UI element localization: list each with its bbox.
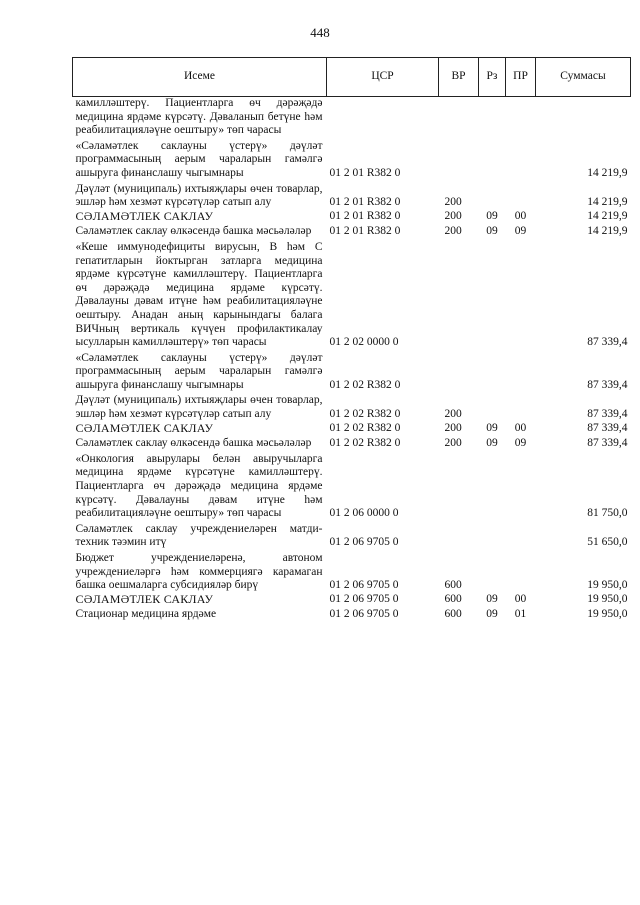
row-pr: 00 — [514, 592, 527, 605]
row-rz — [479, 521, 506, 550]
row-vr — [439, 451, 479, 521]
row-csr: 01 2 02 R382 0 — [329, 421, 401, 434]
row-csr: 01 2 06 0000 0 — [329, 507, 399, 520]
row-csr: 01 2 06 9705 0 — [329, 536, 399, 549]
table-row — [73, 593, 631, 607]
row-name: Сәламәтлек саклау өлкәсендә башка мәсьәләләр — [75, 437, 312, 450]
row-pr: 09 — [514, 225, 527, 238]
row-sum: 14 219,9 — [587, 209, 628, 222]
row-csr: 01 2 06 9705 0 — [329, 579, 399, 592]
row-name: «Сәламәтлек саклауны үстерү» дәүләт программасының аерым чараларын гамәлгә ашыруга финанслашу чыгымнары — [75, 351, 323, 391]
row-pr: 01 — [514, 608, 527, 621]
row-name: Дәүләт (муниципаль) ихтыяҗлары өчен товарлар, эшләр һәм хезмәт күрсәтүләр сатып алу — [75, 182, 323, 209]
row-rz — [479, 239, 506, 350]
row-vr — [439, 521, 479, 550]
header-csr: ЦСР — [327, 58, 439, 97]
table-row — [73, 392, 631, 421]
row-pr — [506, 97, 536, 138]
row-name: «Сәламәтлек саклауны үстерү» дәүләт программасының аерым чараларын гамәлгә ашыруга финанслашу чыгымнары — [75, 139, 323, 179]
row-csr — [327, 97, 439, 138]
row-csr: 01 2 01 R382 0 — [329, 166, 401, 179]
row-name: СӘЛАМӘТЛЕК САКЛАУ — [75, 591, 214, 606]
row-pr — [506, 138, 536, 181]
row-vr: 200 — [444, 196, 462, 209]
row-pr — [506, 181, 536, 210]
row-csr: 01 2 02 R382 0 — [329, 437, 401, 450]
table-row — [73, 239, 631, 350]
row-pr — [506, 392, 536, 421]
row-sum: 51 650,0 — [587, 536, 628, 549]
row-vr: 200 — [444, 209, 462, 222]
row-sum: 19 950,0 — [587, 608, 628, 621]
table-row — [73, 138, 631, 181]
page-number: 448 — [310, 25, 330, 40]
row-sum — [536, 97, 631, 138]
table-header-row — [73, 58, 631, 97]
row-sum: 87 339,4 — [587, 421, 628, 434]
row-pr — [506, 239, 536, 350]
table-row — [73, 606, 631, 622]
row-pr — [506, 451, 536, 521]
table-row — [73, 350, 631, 393]
table-row — [73, 181, 631, 210]
row-rz: 09 — [486, 437, 498, 450]
row-rz — [479, 392, 506, 421]
table-row — [73, 550, 631, 593]
row-sum: 19 950,0 — [587, 579, 628, 592]
header-pr: ПР — [506, 58, 536, 97]
row-vr: 200 — [444, 421, 462, 434]
row-sum: 87 339,4 — [587, 378, 628, 391]
header-vr: ВР — [439, 58, 479, 97]
row-rz: 09 — [486, 592, 498, 605]
row-vr: 600 — [444, 592, 462, 605]
row-vr — [439, 239, 479, 350]
row-vr: 200 — [444, 225, 462, 238]
table-row — [73, 97, 631, 138]
row-name: СӘЛАМӘТЛЕК САКЛАУ — [75, 208, 214, 223]
budget-table — [72, 57, 631, 622]
row-rz — [479, 451, 506, 521]
row-csr: 01 2 02 0000 0 — [329, 336, 399, 349]
row-sum: 81 750,0 — [587, 507, 628, 520]
row-vr — [439, 138, 479, 181]
row-csr: 01 2 01 R382 0 — [329, 209, 401, 222]
row-vr: 200 — [444, 437, 462, 450]
row-rz — [479, 350, 506, 393]
row-rz: 09 — [486, 209, 498, 222]
row-rz: 09 — [486, 225, 498, 238]
table-row — [73, 521, 631, 550]
table-row — [73, 422, 631, 436]
row-rz — [479, 550, 506, 593]
header-sum: Суммасы — [536, 58, 631, 97]
row-vr — [439, 97, 479, 138]
row-name: Стационар медицина ярдәме — [75, 608, 217, 621]
row-csr: 01 2 01 R382 0 — [329, 196, 401, 209]
table-row — [73, 223, 631, 239]
row-rz — [479, 181, 506, 210]
row-csr: 01 2 01 R382 0 — [329, 225, 401, 238]
row-csr: 01 2 02 R382 0 — [329, 408, 401, 421]
row-csr: 01 2 06 9705 0 — [329, 608, 399, 621]
row-name: «Кеше иммунодефициты вирусын, B һәм C гепатитларын йоктырган затларга медицина ярдәме күрсәтүне камилләштерү. Пациентларга өч дәрәҗәдә медицина ярдәме күрсәтү. Дәвалауны дәвам итүне һәм реабилитацияләүне оештыру. Анадан аның карынындагы балага ВИЧның вертикаль күчүен профилактикалау ысулларын камилләштерү» төп чарасы — [75, 240, 323, 349]
row-pr — [506, 350, 536, 393]
row-name: Дәүләт (муниципаль) ихтыяҗлары өчен товарлар, эшләр һәм хезмәт күрсәтүләр сатып алу — [75, 394, 323, 421]
header-name: Исеме — [73, 58, 327, 97]
row-csr: 01 2 02 R382 0 — [329, 378, 401, 391]
row-pr: 00 — [514, 209, 527, 222]
row-sum: 14 219,9 — [587, 166, 628, 179]
header-rz: Рз — [479, 58, 506, 97]
table-row — [73, 451, 631, 521]
row-vr: 200 — [444, 408, 462, 421]
row-sum: 14 219,9 — [587, 196, 628, 209]
row-rz: 09 — [486, 421, 498, 434]
row-rz — [479, 138, 506, 181]
row-name: СӘЛАМӘТЛЕК САКЛАУ — [75, 420, 214, 435]
row-sum: 87 339,4 — [587, 408, 628, 421]
row-vr: 600 — [444, 579, 462, 592]
row-pr: 00 — [514, 421, 527, 434]
row-pr — [506, 521, 536, 550]
row-pr — [506, 550, 536, 593]
row-rz: 09 — [486, 608, 498, 621]
row-rz — [479, 97, 506, 138]
row-sum: 87 339,4 — [587, 437, 628, 450]
row-name: Сәламәтлек саклау учреждениеләрен матди-техник тәэмин итү — [75, 522, 323, 549]
row-name: «Онкология авырулары белән авыручыларга медицина ярдәме күрсәтүне камилләштерү. Пациентларга өч дәрәҗәдә медицина ярдәме күрсәтү. Дәвалауны дәвам итүне һәм реабилитацияләүне оештыру» төп чарасы — [75, 452, 323, 520]
row-vr — [439, 350, 479, 393]
row-name: Бюджет учреждениеләренә, автоном учреждениеләргә һәм коммерциягә карамаган башка оешмаларга субсидияләр бирү — [75, 552, 323, 592]
table-row — [73, 210, 631, 224]
row-pr: 09 — [514, 437, 527, 450]
table-row — [73, 435, 631, 451]
row-sum: 14 219,9 — [587, 225, 628, 238]
row-name: камилләштерү. Пациентларга өч дәрәҗәдә медицина ярдәме күрсәтү. Дәваланып бетүне һәм реабилитацияләүне оештыру» төп чарасы — [75, 97, 323, 137]
row-vr: 600 — [444, 608, 462, 621]
row-sum: 87 339,4 — [587, 336, 628, 349]
row-name: Сәламәтлек саклау өлкәсендә башка мәсьәләләр — [75, 225, 312, 238]
row-sum: 19 950,0 — [587, 592, 628, 605]
row-csr: 01 2 06 9705 0 — [329, 592, 399, 605]
